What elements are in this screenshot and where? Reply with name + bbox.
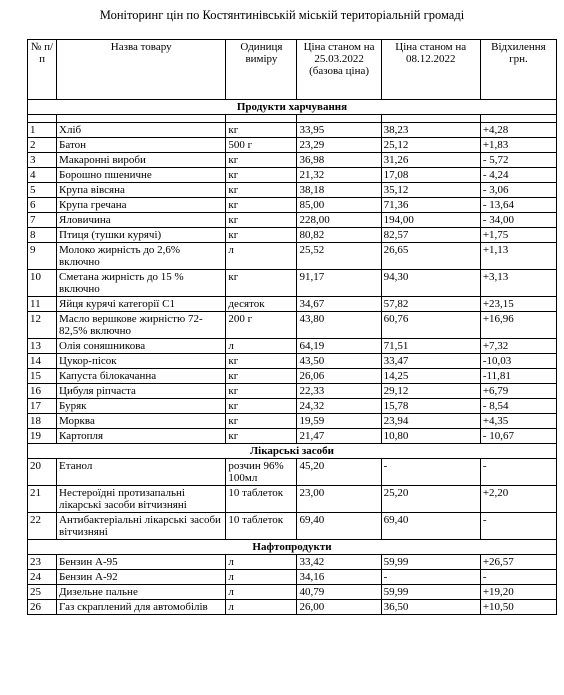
cell-num: 25: [28, 585, 57, 600]
cell-price-base: 33,42: [297, 555, 381, 570]
cell-num: 5: [28, 183, 57, 198]
cell-price-base: 21,32: [297, 168, 381, 183]
cell-deviation: +1,75: [480, 228, 556, 243]
cell-deviation: -: [480, 459, 556, 486]
table-row: [28, 153, 557, 168]
cell-deviation: +6,79: [480, 384, 556, 399]
table-row: [28, 138, 557, 153]
cell-num: 14: [28, 354, 57, 369]
cell-num: 24: [28, 570, 57, 585]
section-header-row: [28, 444, 557, 459]
table-row: [28, 270, 557, 297]
cell-unit: кг: [226, 369, 297, 384]
cell-price-now: 60,76: [381, 312, 480, 339]
cell-deviation: -11,81: [480, 369, 556, 384]
cell-price-base: 24,32: [297, 399, 381, 414]
cell-deviation: - 3,06: [480, 183, 556, 198]
cell-num: 18: [28, 414, 57, 429]
cell-num: 3: [28, 153, 57, 168]
cell-price-now: 69,40: [381, 513, 480, 540]
cell-name: Макаронні вироби: [57, 153, 226, 168]
table-row: [28, 354, 557, 369]
cell-deviation: - 13,64: [480, 198, 556, 213]
spacer-cell: [57, 115, 226, 123]
cell-num: 11: [28, 297, 57, 312]
table-row: [28, 312, 557, 339]
cell-deviation: +3,13: [480, 270, 556, 297]
cell-unit: кг: [226, 399, 297, 414]
table-header-row: [28, 40, 557, 100]
spacer-cell: [480, 115, 556, 123]
cell-deviation: +1,83: [480, 138, 556, 153]
cell-name: Дизельне пальне: [57, 585, 226, 600]
cell-deviation: - 8,54: [480, 399, 556, 414]
spacer-cell: [28, 115, 57, 123]
cell-price-base: 40,79: [297, 585, 381, 600]
cell-num: 16: [28, 384, 57, 399]
cell-price-now: 94,30: [381, 270, 480, 297]
cell-price-now: 71,51: [381, 339, 480, 354]
cell-unit: 10 таблеток: [226, 513, 297, 540]
cell-num: 17: [28, 399, 57, 414]
cell-price-base: 80,82: [297, 228, 381, 243]
cell-unit: 500 г: [226, 138, 297, 153]
cell-price-now: 31,26: [381, 153, 480, 168]
cell-price-base: 43,80: [297, 312, 381, 339]
cell-unit: кг: [226, 168, 297, 183]
cell-price-now: 26,65: [381, 243, 480, 270]
cell-unit: л: [226, 585, 297, 600]
section-header-row: [28, 540, 557, 555]
table-row: [28, 123, 557, 138]
cell-deviation: +16,96: [480, 312, 556, 339]
cell-unit: десяток: [226, 297, 297, 312]
cell-deviation: +23,15: [480, 297, 556, 312]
table-row: [28, 183, 557, 198]
cell-num: 15: [28, 369, 57, 384]
header-price-base: Ціна станом на 25.03.2022 (базова ціна): [297, 40, 381, 100]
cell-num: 4: [28, 168, 57, 183]
header-unit: Одиниця виміру: [226, 40, 297, 100]
cell-num: 12: [28, 312, 57, 339]
cell-price-base: 21,47: [297, 429, 381, 444]
table-row: [28, 198, 557, 213]
cell-name: Антибактеріальні лікарські засоби вітчизняні: [57, 513, 226, 540]
cell-price-now: 23,94: [381, 414, 480, 429]
cell-deviation: - 5,72: [480, 153, 556, 168]
cell-name: Яйця курячі категорії С1: [57, 297, 226, 312]
section-title: Нафтопродукти: [28, 540, 557, 555]
cell-price-now: 35,12: [381, 183, 480, 198]
cell-price-now: -: [381, 570, 480, 585]
cell-unit: кг: [226, 153, 297, 168]
cell-num: 1: [28, 123, 57, 138]
table-body: [28, 100, 557, 615]
cell-unit: кг: [226, 123, 297, 138]
cell-price-now: 57,82: [381, 297, 480, 312]
cell-price-now: 25,20: [381, 486, 480, 513]
cell-price-now: 59,99: [381, 585, 480, 600]
table-row: [28, 384, 557, 399]
cell-price-now: 33,47: [381, 354, 480, 369]
cell-price-now: 14,25: [381, 369, 480, 384]
cell-num: 13: [28, 339, 57, 354]
cell-deviation: - 4,24: [480, 168, 556, 183]
cell-price-now: 36,50: [381, 600, 480, 615]
table-row: [28, 585, 557, 600]
cell-deviation: -: [480, 513, 556, 540]
cell-name: Морква: [57, 414, 226, 429]
cell-name: Борошно пшеничне: [57, 168, 226, 183]
cell-price-now: 25,12: [381, 138, 480, 153]
table-row: [28, 459, 557, 486]
table-row: [28, 399, 557, 414]
cell-deviation: +19,20: [480, 585, 556, 600]
cell-deviation: +7,32: [480, 339, 556, 354]
cell-name: Картопля: [57, 429, 226, 444]
cell-price-base: 33,95: [297, 123, 381, 138]
cell-unit: л: [226, 339, 297, 354]
cell-price-base: 22,33: [297, 384, 381, 399]
section-title: Лікарські засоби: [28, 444, 557, 459]
cell-name: Газ скраплений для автомобілів: [57, 600, 226, 615]
cell-name: Птиця (тушки курячі): [57, 228, 226, 243]
table-row: [28, 429, 557, 444]
cell-num: 2: [28, 138, 57, 153]
cell-name: Хліб: [57, 123, 226, 138]
cell-deviation: - 34,00: [480, 213, 556, 228]
cell-price-base: 38,18: [297, 183, 381, 198]
cell-name: Яловичина: [57, 213, 226, 228]
cell-name: Молоко жирність до 2,6% включно: [57, 243, 226, 270]
cell-price-base: 23,29: [297, 138, 381, 153]
cell-name: Нестероїдні протизапальні лікарські засоби вітчизняні: [57, 486, 226, 513]
table-row: [28, 369, 557, 384]
spacer-cell: [381, 115, 480, 123]
cell-price-base: 19,59: [297, 414, 381, 429]
cell-name: Цукор-пісок: [57, 354, 226, 369]
cell-deviation: +26,57: [480, 555, 556, 570]
cell-name: Сметана жирність до 15 % включно: [57, 270, 226, 297]
cell-unit: кг: [226, 354, 297, 369]
cell-num: 19: [28, 429, 57, 444]
table-row: [28, 570, 557, 585]
cell-price-base: 91,17: [297, 270, 381, 297]
cell-price-base: 45,20: [297, 459, 381, 486]
cell-price-now: 29,12: [381, 384, 480, 399]
cell-deviation: +10,50: [480, 600, 556, 615]
cell-num: 8: [28, 228, 57, 243]
cell-unit: л: [226, 243, 297, 270]
cell-price-now: -: [381, 459, 480, 486]
cell-price-now: 38,23: [381, 123, 480, 138]
cell-unit: кг: [226, 414, 297, 429]
header-name: Назва товару: [57, 40, 226, 100]
cell-num: 6: [28, 198, 57, 213]
cell-num: 10: [28, 270, 57, 297]
header-price-now: Ціна станом на 08.12.2022: [381, 40, 480, 100]
cell-price-base: 23,00: [297, 486, 381, 513]
cell-num: 23: [28, 555, 57, 570]
table-row: [28, 414, 557, 429]
cell-deviation: -10,03: [480, 354, 556, 369]
header-num: № п/п: [28, 40, 57, 100]
cell-unit: л: [226, 600, 297, 615]
cell-price-now: 17,08: [381, 168, 480, 183]
cell-price-base: 85,00: [297, 198, 381, 213]
cell-unit: кг: [226, 183, 297, 198]
cell-price-now: 15,78: [381, 399, 480, 414]
cell-unit: кг: [226, 429, 297, 444]
cell-unit: кг: [226, 198, 297, 213]
cell-deviation: +2,20: [480, 486, 556, 513]
table-row: [28, 228, 557, 243]
cell-name: Цибуля ріпчаста: [57, 384, 226, 399]
cell-name: Масло вершкове жирністю 72-82,5% включно: [57, 312, 226, 339]
cell-price-base: 228,00: [297, 213, 381, 228]
cell-price-now: 71,36: [381, 198, 480, 213]
table-row: [28, 486, 557, 513]
cell-name: Буряк: [57, 399, 226, 414]
cell-num: 26: [28, 600, 57, 615]
price-table: [27, 39, 557, 615]
cell-unit: л: [226, 555, 297, 570]
table-row: [28, 555, 557, 570]
spacer-row: [28, 115, 557, 123]
cell-price-base: 26,06: [297, 369, 381, 384]
spacer-cell: [297, 115, 381, 123]
header-deviation: Відхилення грн.: [480, 40, 556, 100]
cell-unit: розчин 96% 100мл: [226, 459, 297, 486]
cell-price-now: 194,00: [381, 213, 480, 228]
cell-price-base: 25,52: [297, 243, 381, 270]
table-row: [28, 213, 557, 228]
cell-name: Олія соняшникова: [57, 339, 226, 354]
cell-deviation: -: [480, 570, 556, 585]
cell-price-base: 26,00: [297, 600, 381, 615]
cell-name: Капуста білокачанна: [57, 369, 226, 384]
cell-deviation: +4,35: [480, 414, 556, 429]
cell-price-now: 82,57: [381, 228, 480, 243]
cell-name: Батон: [57, 138, 226, 153]
cell-unit: 10 таблеток: [226, 486, 297, 513]
table-row: [28, 297, 557, 312]
table-row: [28, 600, 557, 615]
cell-name: Бензин А-95: [57, 555, 226, 570]
spacer-cell: [226, 115, 297, 123]
cell-price-base: 34,16: [297, 570, 381, 585]
cell-unit: кг: [226, 228, 297, 243]
cell-price-now: 59,99: [381, 555, 480, 570]
cell-unit: кг: [226, 270, 297, 297]
table-row: [28, 243, 557, 270]
cell-name: Бензин А-92: [57, 570, 226, 585]
section-header-row: [28, 100, 557, 115]
cell-price-base: 36,98: [297, 153, 381, 168]
table-row: [28, 168, 557, 183]
cell-name: Етанол: [57, 459, 226, 486]
cell-unit: 200 г: [226, 312, 297, 339]
cell-num: 22: [28, 513, 57, 540]
cell-deviation: +1,13: [480, 243, 556, 270]
cell-num: 20: [28, 459, 57, 486]
cell-num: 7: [28, 213, 57, 228]
cell-num: 9: [28, 243, 57, 270]
table-row: [28, 339, 557, 354]
cell-unit: кг: [226, 213, 297, 228]
cell-deviation: +4,28: [480, 123, 556, 138]
cell-name: Крупа вівсяна: [57, 183, 226, 198]
cell-price-base: 64,19: [297, 339, 381, 354]
table-row: [28, 513, 557, 540]
section-title: Продукти харчування: [28, 100, 557, 115]
cell-price-base: 34,67: [297, 297, 381, 312]
cell-price-now: 10,80: [381, 429, 480, 444]
cell-num: 21: [28, 486, 57, 513]
cell-name: Крупа гречана: [57, 198, 226, 213]
cell-price-base: 43,50: [297, 354, 381, 369]
cell-unit: л: [226, 570, 297, 585]
cell-deviation: - 10,67: [480, 429, 556, 444]
cell-price-base: 69,40: [297, 513, 381, 540]
page-title: Моніторинг цін по Костянтинівській міській територіальній громаді: [99, 8, 465, 22]
cell-unit: кг: [226, 384, 297, 399]
